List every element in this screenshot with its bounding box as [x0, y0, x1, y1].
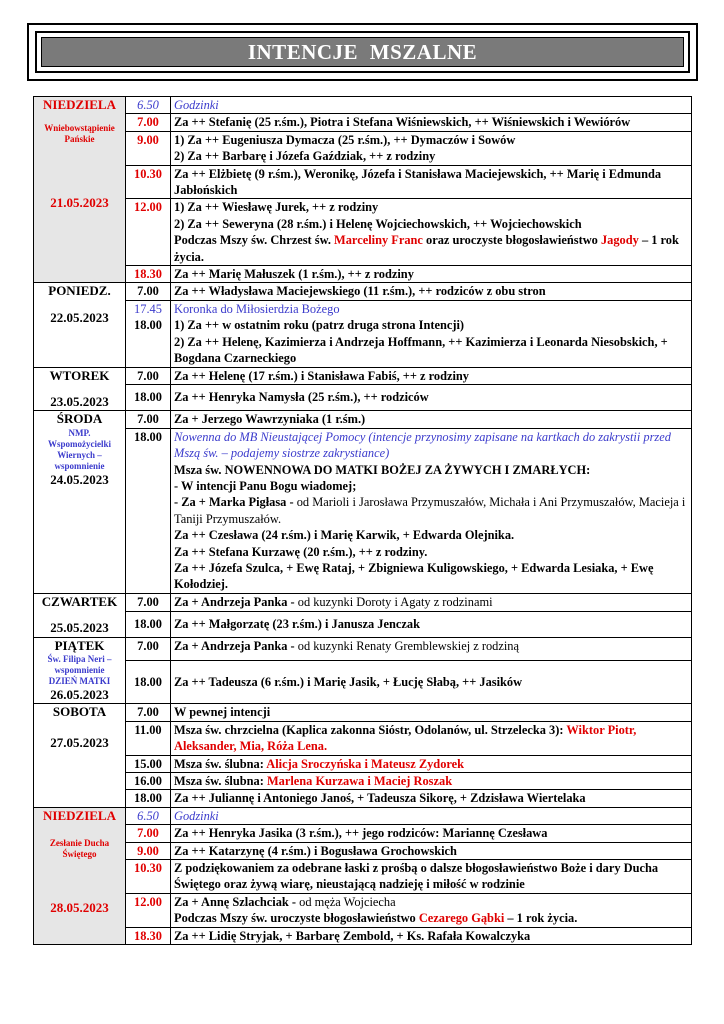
- intention-line: Msza św. ślubna:: [174, 774, 267, 789]
- table-row: [34, 893, 692, 927]
- day-name: NIEDZIELA: [43, 97, 116, 112]
- intention-line: Za + Annę Szlachciak -: [174, 894, 300, 909]
- intention-text: Za ++ Elżbietę (9 r.śm.), Weronikę, Józefa i Stanisława Maciejewskich, ++ Marię i Edmunda Jabłońskich: [171, 165, 692, 199]
- page-title: INTENCJE MSZALNE: [247, 39, 478, 64]
- table-row: [34, 367, 692, 385]
- intention-line: 1) Za ++ Wiesławę Jurek, ++ z rodziny: [174, 200, 379, 215]
- intention-line: 1) Za ++ Eugeniusza Dymacza (25 r.śm.), ++ Dymaczów i Sowów: [174, 132, 516, 147]
- feast-name: DZIEŃ MATKI: [48, 676, 111, 686]
- title-bar: [41, 37, 684, 67]
- mass-time: 17.45: [126, 300, 171, 317]
- day-name: CZWARTEK: [41, 593, 118, 609]
- day-cell-sunday-1: [34, 97, 126, 283]
- table-row: [34, 721, 692, 755]
- feast-name: Św. Filipa Neri – wspomnienie: [47, 654, 112, 675]
- table-row: [34, 283, 692, 300]
- intention-line: – 1 rok życia.: [504, 911, 578, 926]
- intention-text: Za ++ Henryka Namysła (25 r.śm.), ++ rodziców: [171, 385, 692, 411]
- day-name: NIEDZIELA: [43, 807, 116, 823]
- intention-line: 2) Za ++ Barbarę i Józefa Gaździak, ++ z rodziny: [174, 149, 436, 164]
- day-cell-monday: [34, 283, 126, 367]
- table-row: [34, 114, 692, 131]
- blessing-name: Cezarego Gąbki: [418, 911, 505, 926]
- mass-time: 7.00: [126, 411, 171, 428]
- mass-time: 7.00: [126, 825, 171, 842]
- intention-line: Msza św. ślubna:: [174, 756, 267, 771]
- intention-line: od Marioli i Jarosława Przymuszałów, Michała i Ani Przymuszałów, Macieja i Taniji Przymuszałów.: [174, 495, 686, 526]
- intention-line: 2) Za ++ Helenę, Kazimierza i Andrzeja Hoffmann, ++ Kazimierza i Leonarda Niesobskich, + Bogdana Czarneckiego: [174, 334, 668, 366]
- baptism-name: Marceliny Franc: [334, 233, 423, 248]
- intention-line: od kuzynki Doroty i Agaty z rodzinami: [297, 594, 493, 609]
- table-row: [34, 97, 692, 114]
- table-row: [34, 825, 692, 842]
- intention-text: Za ++ Stefanię (25 r.śm.), Piotra i Stefana Wiśniewskich, ++ Wiśniewskich i Wewiórów: [171, 114, 692, 131]
- intention-text: Godzinki: [174, 808, 219, 823]
- intention-text: W pewnej intencji: [171, 704, 692, 721]
- mass-time: 18.00: [126, 317, 171, 367]
- title-frame: [27, 23, 698, 81]
- mass-time: 18.00: [126, 385, 171, 411]
- table-row: [34, 637, 692, 661]
- day-date: 25.05.2023: [50, 620, 109, 636]
- mass-time: 18.30: [126, 927, 171, 944]
- table-row: [34, 199, 692, 266]
- table-row: [34, 842, 692, 859]
- intention-line: 1) Za ++ w ostatnim roku (patrz druga strona Intencji): [174, 318, 465, 333]
- day-date: 22.05.2023: [50, 309, 109, 325]
- intention-text: Za ++ Marię Małuszek (1 r.śm.), ++ z rodziny: [171, 266, 692, 283]
- intention-line: 2) Za ++ Seweryna (28 r.śm.) i Helenę Wojciechowskich, ++ Wojciechowskich: [174, 216, 582, 231]
- table-row: [34, 165, 692, 199]
- baptism-names: Wiktor Piotr, Aleksander, Mia, Róża Lena.: [174, 722, 637, 754]
- table-row: [34, 612, 692, 638]
- chaplet-text: Koronka do Miłosierdzia Bożego: [174, 301, 340, 316]
- intention-line: od męża Wojciecha: [299, 894, 396, 909]
- day-name: ŚRODA: [56, 411, 103, 427]
- mass-time: 6.50: [126, 97, 171, 114]
- wedding-couple: Marlena Kurzawa i Maciej Roszak: [266, 774, 453, 789]
- wedding-couple: Alicja Sroczyńska i Mateusz Zydorek: [266, 756, 465, 771]
- table-row: [34, 755, 692, 772]
- intention-line: – 1 rok życia.: [174, 233, 679, 264]
- intention-text: Za ++ Małgorzatę (23 r.śm.) i Janusza Jenczak: [171, 612, 692, 638]
- mass-time: 18.30: [126, 266, 171, 283]
- intention-text: Za ++ Lidię Stryjak, + Barbarę Zembold, + Ks. Rafała Kowalczyka: [171, 927, 692, 944]
- mass-time: 7.00: [126, 367, 171, 385]
- intention-line: Za ++ Stefana Kurzawę (20 r.śm.), ++ z rodziny.: [174, 544, 428, 559]
- intention-line: Za ++ Józefa Szulca, + Ewę Rataj, + Zbigniewa Kuligowskiego, + Edwarda Lesiaka, + Ewę Kołodziej.: [174, 560, 654, 592]
- day-cell-tuesday: [34, 367, 126, 411]
- day-name: PONIEDZ.: [48, 283, 111, 299]
- table-row: [34, 790, 692, 807]
- intention-text: Za + Jerzego Wawrzyniaka (1 r.śm.): [171, 411, 692, 428]
- mass-time: 11.00: [126, 721, 171, 755]
- mass-time: 18.00: [126, 428, 171, 593]
- mass-time: 7.00: [126, 637, 171, 661]
- intention-text: Za ++ Tadeusza (6 r.śm.) i Marię Jasik, + Łucję Słabą, ++ Jasików: [171, 661, 692, 704]
- day-cell-wednesday: [34, 411, 126, 593]
- mass-time: 7.00: [126, 704, 171, 721]
- mass-time: 10.30: [126, 860, 171, 894]
- table-row: [34, 317, 692, 367]
- day-date: 24.05.2023: [50, 471, 109, 487]
- mass-time: 18.00: [126, 661, 171, 704]
- mass-time: 6.50: [126, 807, 171, 824]
- intention-text: Za ++ Władysława Maciejewskiego (11 r.śm.), ++ rodziców z obu stron: [171, 283, 692, 300]
- intention-line: od kuzynki Renaty Gremblewskiej z rodziną: [297, 638, 519, 653]
- mass-time: 12.00: [126, 199, 171, 266]
- intention-line: Podczas Mszy św. uroczyste błogosławieństwo: [174, 911, 419, 926]
- feast-name: Wniebowstąpienie Pańskie: [44, 123, 115, 145]
- table-row: [34, 704, 692, 721]
- mass-time: 9.00: [126, 131, 171, 165]
- intention-text: Za ++ Henryka Jasika (3 r.śm.), ++ jego rodziców: Mariannę Czesława: [171, 825, 692, 842]
- mass-time: 10.30: [126, 165, 171, 199]
- table-row: [34, 807, 692, 824]
- table-row: [34, 428, 692, 593]
- mass-time: 18.00: [126, 612, 171, 638]
- table-row: [34, 860, 692, 894]
- mass-intentions-table: [33, 96, 692, 945]
- intention-text: Godzinki: [174, 98, 219, 112]
- intention-line: Msza św. chrzcielna (Kaplica zakonna Sióstr, Odolanów, ul. Strzelecka 3):: [174, 722, 567, 737]
- table-row: [34, 661, 692, 704]
- day-cell-saturday: [34, 704, 126, 807]
- day-cell-friday: [34, 637, 126, 704]
- table-row: [34, 411, 692, 428]
- intention-text: Za ++ Helenę (17 r.śm.) i Stanisława Fabiś, ++ z rodziny: [171, 367, 692, 385]
- day-name: WTOREK: [49, 367, 110, 383]
- table-row: [34, 385, 692, 411]
- intention-text: Z podziękowaniem za odebrane łaski z prośbą o dalsze błogosławieństwo Boże i dary Ducha Świętego oraz żywą wiarę, nieustającą nadzieję i miłość w rodzinie: [171, 860, 692, 894]
- table-row: [34, 593, 692, 611]
- day-name: PIĄTEK: [54, 637, 105, 653]
- day-date: 28.05.2023: [50, 900, 109, 916]
- blessing-name: Jagody: [600, 233, 639, 248]
- feast-name: NMP. Wspomożycielki Wiernych – wspomnienie: [48, 427, 111, 471]
- intention-line: - W intencji Panu Bogu wiadomej;: [174, 478, 357, 493]
- intention-line: Za + Andrzeja Panka -: [174, 594, 298, 609]
- feast-name: Zesłanie Ducha Świętego: [49, 838, 110, 860]
- mass-time: 16.00: [126, 773, 171, 790]
- intention-line: Za + Andrzeja Panka -: [174, 638, 298, 653]
- day-date: 21.05.2023: [50, 195, 109, 211]
- intention-text: Za ++ Juliannę i Antoniego Janoś, + Tadeusza Sikorę, + Zdzisława Wiertelaka: [171, 790, 692, 807]
- intention-line: - Za + Marka Pigłasa -: [174, 495, 297, 510]
- novena-note: Nowenna do MB Nieustającej Pomocy (intencje przynosimy zapisane na kartkach do zakrystii przed Mszą św. – podajemy siostrze zakrystiance): [174, 429, 671, 461]
- table-row: [34, 927, 692, 944]
- mass-time: 18.00: [126, 790, 171, 807]
- day-date: 27.05.2023: [50, 734, 109, 750]
- table-row: [34, 773, 692, 790]
- day-cell-thursday: [34, 593, 126, 637]
- intention-text: Za ++ Katarzynę (4 r.śm.) i Bogusława Grochowskich: [171, 842, 692, 859]
- table-row: [34, 300, 692, 317]
- intention-line: Podczas Mszy św. Chrzest św.: [174, 233, 335, 248]
- day-date: 26.05.2023: [50, 687, 109, 702]
- mass-time: 7.00: [126, 114, 171, 131]
- intention-line: Msza św. NOWENNOWA DO MATKI BOŻEJ ZA ŻYWYCH I ZMARŁYCH:: [174, 462, 591, 477]
- table-row: [34, 266, 692, 283]
- day-cell-sunday-2: [34, 807, 126, 944]
- day-name: SOBOTA: [52, 704, 107, 720]
- intention-line: oraz uroczyste błogosławieństwo: [422, 233, 601, 248]
- mass-time: 15.00: [126, 755, 171, 772]
- intention-line: Za ++ Czesława (24 r.śm.) i Marię Karwik, + Edwarda Olejnika.: [174, 528, 515, 543]
- mass-time: 7.00: [126, 283, 171, 300]
- table-row: [34, 131, 692, 165]
- mass-time: 7.00: [126, 593, 171, 611]
- day-date: 23.05.2023: [50, 393, 109, 409]
- mass-time: 9.00: [126, 842, 171, 859]
- title-inner-frame: [35, 31, 690, 73]
- mass-time: 12.00: [126, 893, 171, 927]
